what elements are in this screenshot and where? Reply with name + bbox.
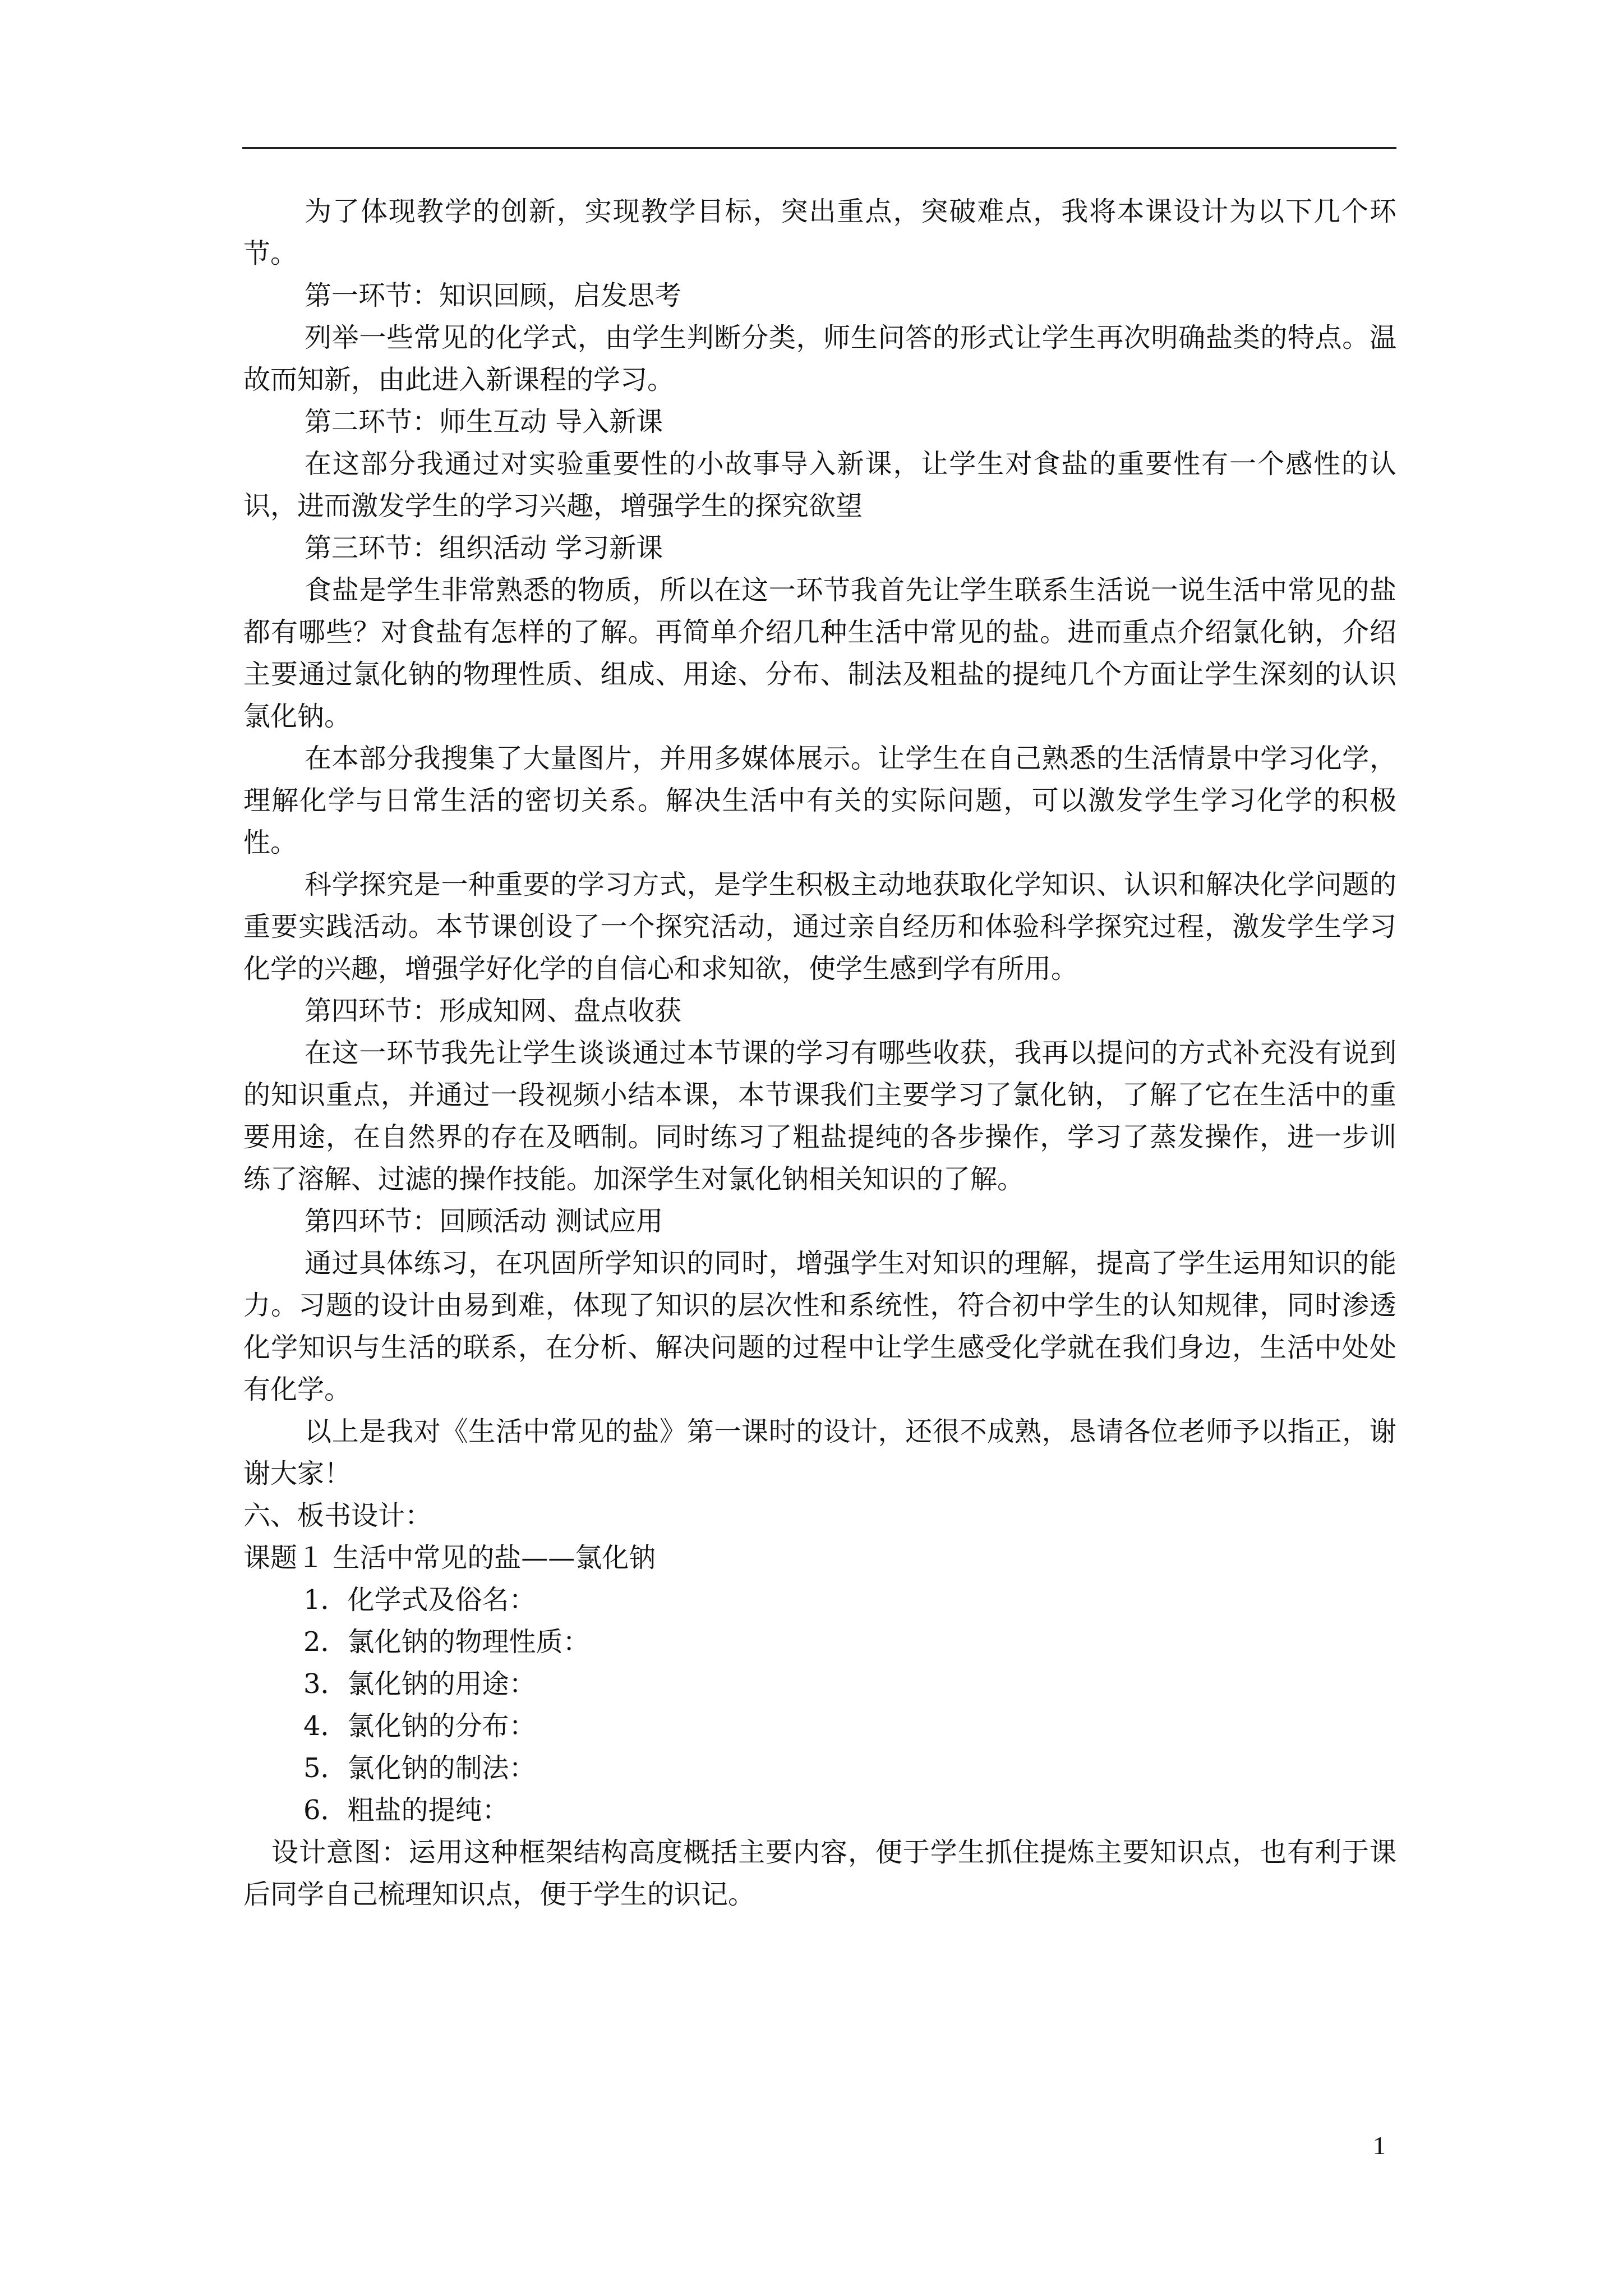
board-lesson-title: 课题１ 生活中常见的盐——氯化钠 [243,1542,656,1573]
board-item: 1．化学式及俗名： [303,1584,536,1616]
section-heading-5: 第四环节：回顾活动 测试应用 [305,1205,663,1237]
body-paragraph: 在本部分我搜集了大量图片，并用多媒体展示。让学生在自己熟悉的生活情景中学习化学，理解化学与日常生活的密切关系。解决生活中有关的实际问题，可以激发学生学习化学的积极性。 [243,743,1396,858]
body-paragraph: 科学探究是一种重要的学习方式，是学生积极主动地获取化学知识、认识和解决化学问题的重要实践活动。本节课创设了一个探究活动，通过亲自经历和体验科学探究过程，激发学生学习化学的兴趣，增强学好化学的自信心和求知欲，使学生感到学有所用。 [243,869,1396,984]
body-paragraph: 列举一些常见的化学式，由学生判断分类，师生问答的形式让学生再次明确盐类的特点。温故而知新，由此进入新课程的学习。 [243,322,1396,395]
section-heading-2: 第二环节：师生互动 导入新课 [305,406,663,438]
design-intent: 设计意图：运用这种框架结构高度概括主要内容，便于学生抓住提炼主要知识点，也有利于课后同学自己梳理知识点，便于学生的识记。 [243,1837,1396,1910]
intro-paragraph: 为了体现教学的创新，实现教学目标，突出重点，突破难点，我将本课设计为以下几个环节。 [243,196,1396,269]
board-item: 4．氯化钠的分布： [303,1710,536,1742]
closing-paragraph: 以上是我对《生活中常见的盐》第一课时的设计，还很不成熟，恳请各位老师予以指正，谢谢大家！ [243,1416,1396,1489]
section-heading-1: 第一环节：知识回顾，启发思考 [305,280,682,311]
body-paragraph: 通过具体练习，在巩固所学知识的同时，增强学生对知识的理解，提高了学生运用知识的能力。习题的设计由易到难，体现了知识的层次性和系统性，符合初中学生的认知规律，同时渗透化学知识与生活的联系，在分析、解决问题的过程中让学生感受化学就在我们身边，生活中处处有化学。 [243,1248,1396,1405]
document-body [243,191,1396,1916]
body-paragraph: 在这一环节我先让学生谈谈通过本节课的学习有哪些收获，我再以提问的方式补充没有说到的知识重点，并通过一段视频小结本课，本节课我们主要学习了氯化钠，了解了它在生活中的重要用途，在自然界的存在及晒制。同时练习了粗盐提纯的各步操作，学习了蒸发操作，进一步训练了溶解、过滤的操作技能。加深学生对氯化钠相关知识的了解。 [243,1037,1396,1195]
board-item: 6．粗盐的提纯： [303,1795,509,1826]
section-heading-4: 第四环节：形成知网、盘点收获 [305,995,682,1027]
board-item: 5．氯化钠的制法： [303,1752,536,1784]
header-rule [242,147,1396,149]
board-item: 3．氯化钠的用途： [303,1668,536,1700]
body-paragraph: 食盐是学生非常熟悉的物质，所以在这一环节我首先让学生联系生活说一说生活中常见的盐都有哪些？对食盐有怎样的了解。再简单介绍几种生活中常见的盐。进而重点介绍氯化钠，介绍主要通过氯化钠的物理性质、组成、用途、分布、制法及粗盐的提纯几个方面让学生深刻的认识氯化钠。 [243,574,1396,732]
page-number: 1 [1373,2131,1386,2160]
board-section-title: 六、板书设计： [243,1500,432,1531]
section-heading-3: 第三环节：组织活动 学习新课 [305,532,663,564]
body-paragraph: 在这部分我通过对实验重要性的小故事导入新课，让学生对食盐的重要性有一个感性的认识，进而激发学生的学习兴趣，增强学生的探究欲望 [243,448,1396,522]
board-item: 2．氯化钠的物理性质： [303,1626,590,1658]
